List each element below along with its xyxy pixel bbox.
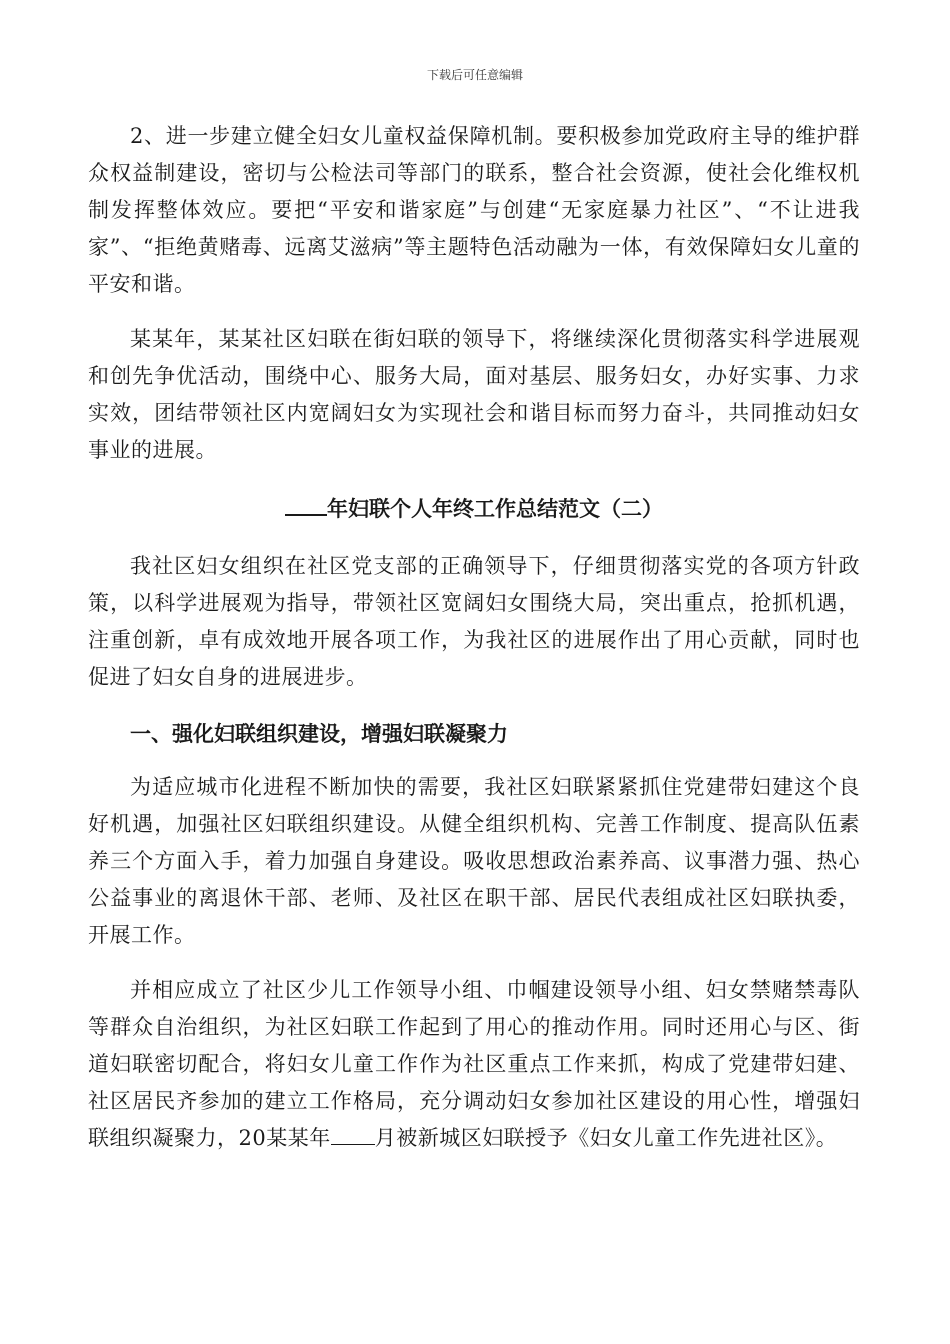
inline-blank [331, 1126, 375, 1145]
heading-1: 一、强化妇联组织建设，增强妇联凝聚力 [130, 722, 508, 746]
paragraph-4: 为适应城市化进程不断加快的需要，我社区妇联紧紧抓住党建带妇建这个良好机遇，加强社区妇联组织建设。从健全组织机构、完善工作制度、提高队伍素养三个方面入手，着力加强自身建设。吸收思想政治素养高、议事潜力强、热心公益事业的离退休干部、老师、及社区在职干部、居民代表组成社区妇联执委，开展工作。 [88, 775, 860, 947]
paragraph-3: 我社区妇女组织在社区党支部的正确领导下，仔细贯彻落实党的各项方针政策，以科学进展观为指导，带领社区宽阔妇女围绕大局，突出重点，抢抓机遇，注重创新，卓有成效地开展各项工作，为我社区的进展作出了用心贡献，同时也促进了妇女自身的进展进步。 [88, 554, 860, 689]
title-blank [285, 496, 327, 516]
paragraph-5-part-1: 并相应成立了社区少儿工作领导小组、巾帼建设领导小组、妇女禁赌禁毒队等群众自治组织，为社区妇联工作起到了用心的推动作用。同时还用心与区、街道妇联密切配合，将妇女儿童工作作为社区重点工作来抓，构成了党建带妇建、社区居民齐参加的建立工作格局，充分调动妇女参加社区建设的用心性，增强妇联组织凝聚力，20某某年 [88, 978, 860, 1150]
document-body [88, 118, 860, 1157]
section-title [88, 491, 860, 528]
title-text: 年妇联个人年终工作总结范文（二） [327, 497, 663, 521]
paragraph-5-part-2: 月被新城区妇联授予《妇女儿童工作先进社区》。 [374, 1126, 838, 1150]
paragraph-5 [88, 972, 860, 1157]
paragraph-2: 某某年，某某社区妇联在街妇联的领导下，将继续深化贯彻落实科学进展观和创先争优活动，围绕中心、服务大局，面对基层、服务妇女，办好实事、力求实效，团结带领社区内宽阔妇女为实现社会和谐目标而努力奋斗，共同推动妇女事业的进展。 [88, 327, 860, 462]
page-header: 下载后可任意编辑 [426, 68, 523, 82]
paragraph-1: 2、进一步建立健全妇女儿童权益保障机制。要积极参加党政府主导的维护群众权益制建设，密切与公检法司等部门的联系，整合社会资源，使社会化维权机制发挥整体效应。要把“平安和谐家庭”与创建“无家庭暴力社区”、“不让进我家”、“拒绝黄赌毒、远离艾滋病”等主题特色活动融为一体，有效保障妇女儿童的平安和谐。 [88, 124, 860, 296]
